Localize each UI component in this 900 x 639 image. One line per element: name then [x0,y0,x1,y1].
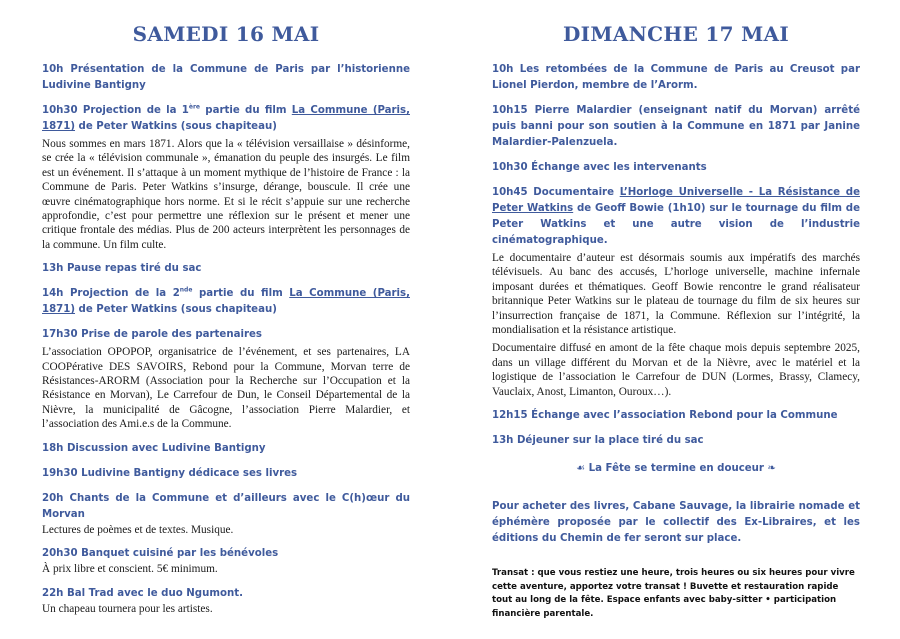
program-item [42,103,410,252]
program-item [42,286,410,318]
saturday-title: SAMEDI 16 MAI [132,22,320,46]
item-heading: 20h Chants de la Commune et d’ailleurs avec le C(h)œur du Morvan [42,492,410,520]
program-item [42,491,410,537]
item-heading: 19h30 Ludivine Bantigny dédicace ses livres [42,467,298,479]
program-item [492,62,860,94]
books-info: Pour acheter des livres, Cabane Sauvage, la librairie nomade et éphémère proposée par le collectif des Ex-Libraires, et les éditions du Chemin de fer seront sur place. [492,501,860,545]
program-item [492,103,860,151]
program-item [42,466,410,482]
item-heading: 10h30 Échange avec les intervenants [492,162,707,173]
program-item [42,546,410,576]
program-item [42,327,410,431]
item-heading: 10h15 Pierre Malardier (enseignant natif du Morvan) arrêté puis banni pour son soutien à la Commune en 1871 par Janine Malardier-Palenzuela. [492,105,860,148]
program-item [42,261,410,277]
film-title-link: La Commune (Paris, 1871) [42,288,410,316]
sunday-program [492,62,860,621]
item-heading: 14h Projection de la 2nde partie du film La Commune (Paris, 1871) de Peter Watkins (sous chapiteau) [42,286,410,316]
item-heading: 10h30 Projection de la 1ère partie du film La Commune (Paris, 1871) de Peter Watkins (sous chapiteau) [42,103,410,132]
program-item [492,433,860,449]
saturday-program [42,62,410,625]
item-description: Nous sommes en mars 1871. Alors que la « télévision versaillaise » désinforme, se crée la « télévision communale », émanation du peuple des insurgés. Le film est un événement. Il s’attaque à un moment mythique de l’histoire de France : la Commune de Paris. Peter Watkins s’insurge, dérange, bouscule. Il crée une œuvre cinématographique hors norme. Et si le récit s’appuie sur une recherche approfondie, c’est pour permettre une réflexion sur le présent et mener une critique frontale des médias. Plus de 200 acteurs interprètent les personnages de la commune. Un film culte. [42,138,410,251]
item-heading: 17h30 Prise de parole des partenaires [42,329,262,341]
item-description: Un chapeau tournera pour les artistes. [42,602,213,615]
program-item [42,441,410,457]
item-heading: 10h Présentation de la Commune de Paris par l’historienne Ludivine Bantigny [42,64,410,91]
sunday-title: DIMANCHE 17 MAI [563,22,789,46]
film-title-link: La Commune (Paris, 1871) [42,105,410,132]
item-description: À prix libre et conscient. 5€ minimum. [42,563,218,576]
program-item [492,160,860,176]
item-heading: 22h Bal Trad avec le duo Ngumont. [42,587,243,599]
film-title-link: L’Horloge Universelle - La Résistance de Peter Watkins [492,187,860,214]
item-heading: 12h15 Échange avec l’association Rebond pour la Commune [492,410,838,422]
program-item [492,185,860,399]
item-description: L’association OPOPOP, organisatrice de l’événement, et ses partenaires, LA COOPérative DES SAVOIRS, Rebond pour la Commune, Morvan terre de Résistances-ARORM (Association pour la Recherche sur l’Occupation et la Résistance en Morvan), Le Carrefour de Dun, le Conseil Départemental de la Nièvre, la municipalité de Gâcogne, l’association Pierre Malardier, et l’association des Ami.e.s de la Commune. [42,346,410,431]
transat-note: Transat : que vous restiez une heure, trois heures ou six heures pour vivre cette aventure, apportez votre transat ! Buvette et restauration rapide tout au long de la fête. Espace enfants avec baby-sitter • participation financière parentale. [492,568,855,619]
program-item [42,586,410,616]
item-description-2: Documentaire diffusé en amont de la fête chaque mois depuis septembre 2025, dans un village différent du Morvan et de la Nièvre, avec le matériel et la logistique de l’association le Carrefour de DUN (Lormes, Brassy, Clamecy, Vauclaix, Anost, Limanton, Ouroux…). [492,342,860,398]
fete-ending-line: ☙ La Fête se termine en douceur ❧ [575,463,777,475]
item-description: Lectures de poèmes et de textes. Musique. [42,523,234,536]
item-description: Le documentaire d’auteur est désormais soumis aux impératifs des marchés télévisuels. Au banc des accusés, L’horloge universelle, machine infernale imposant durées et thématiques. Geoff Bowie rencontre le grand réalisateur britannique Peter Watkins sur le plateau de tournage du film de six heures sur l’insurrection française de 1871, la Commune. Réflexion sur l’intégrité, la mondialisation et la résistance artistique. [492,252,860,337]
item-heading: 20h30 Banquet cuisiné par les bénévoles [42,548,279,560]
item-heading: 18h Discussion avec Ludivine Bantigny [42,442,266,454]
item-heading: 13h Déjeuner sur la place tiré du sac [492,435,704,447]
program-item [42,62,410,94]
program-item [492,408,860,424]
item-heading: 10h45 Documentaire L’Horloge Universelle - La Résistance de Peter Watkins de Geoff Bowie (1h10) sur le tournage du film de Peter Watkins et une autre vision de l’industrie cinématographique. [492,187,860,246]
item-heading: 13h Pause repas tiré du sac [42,263,202,275]
item-heading: 10h Les retombées de la Commune de Paris au Creusot par Lionel Pierdon, membre de l’Arorm. [492,64,860,91]
